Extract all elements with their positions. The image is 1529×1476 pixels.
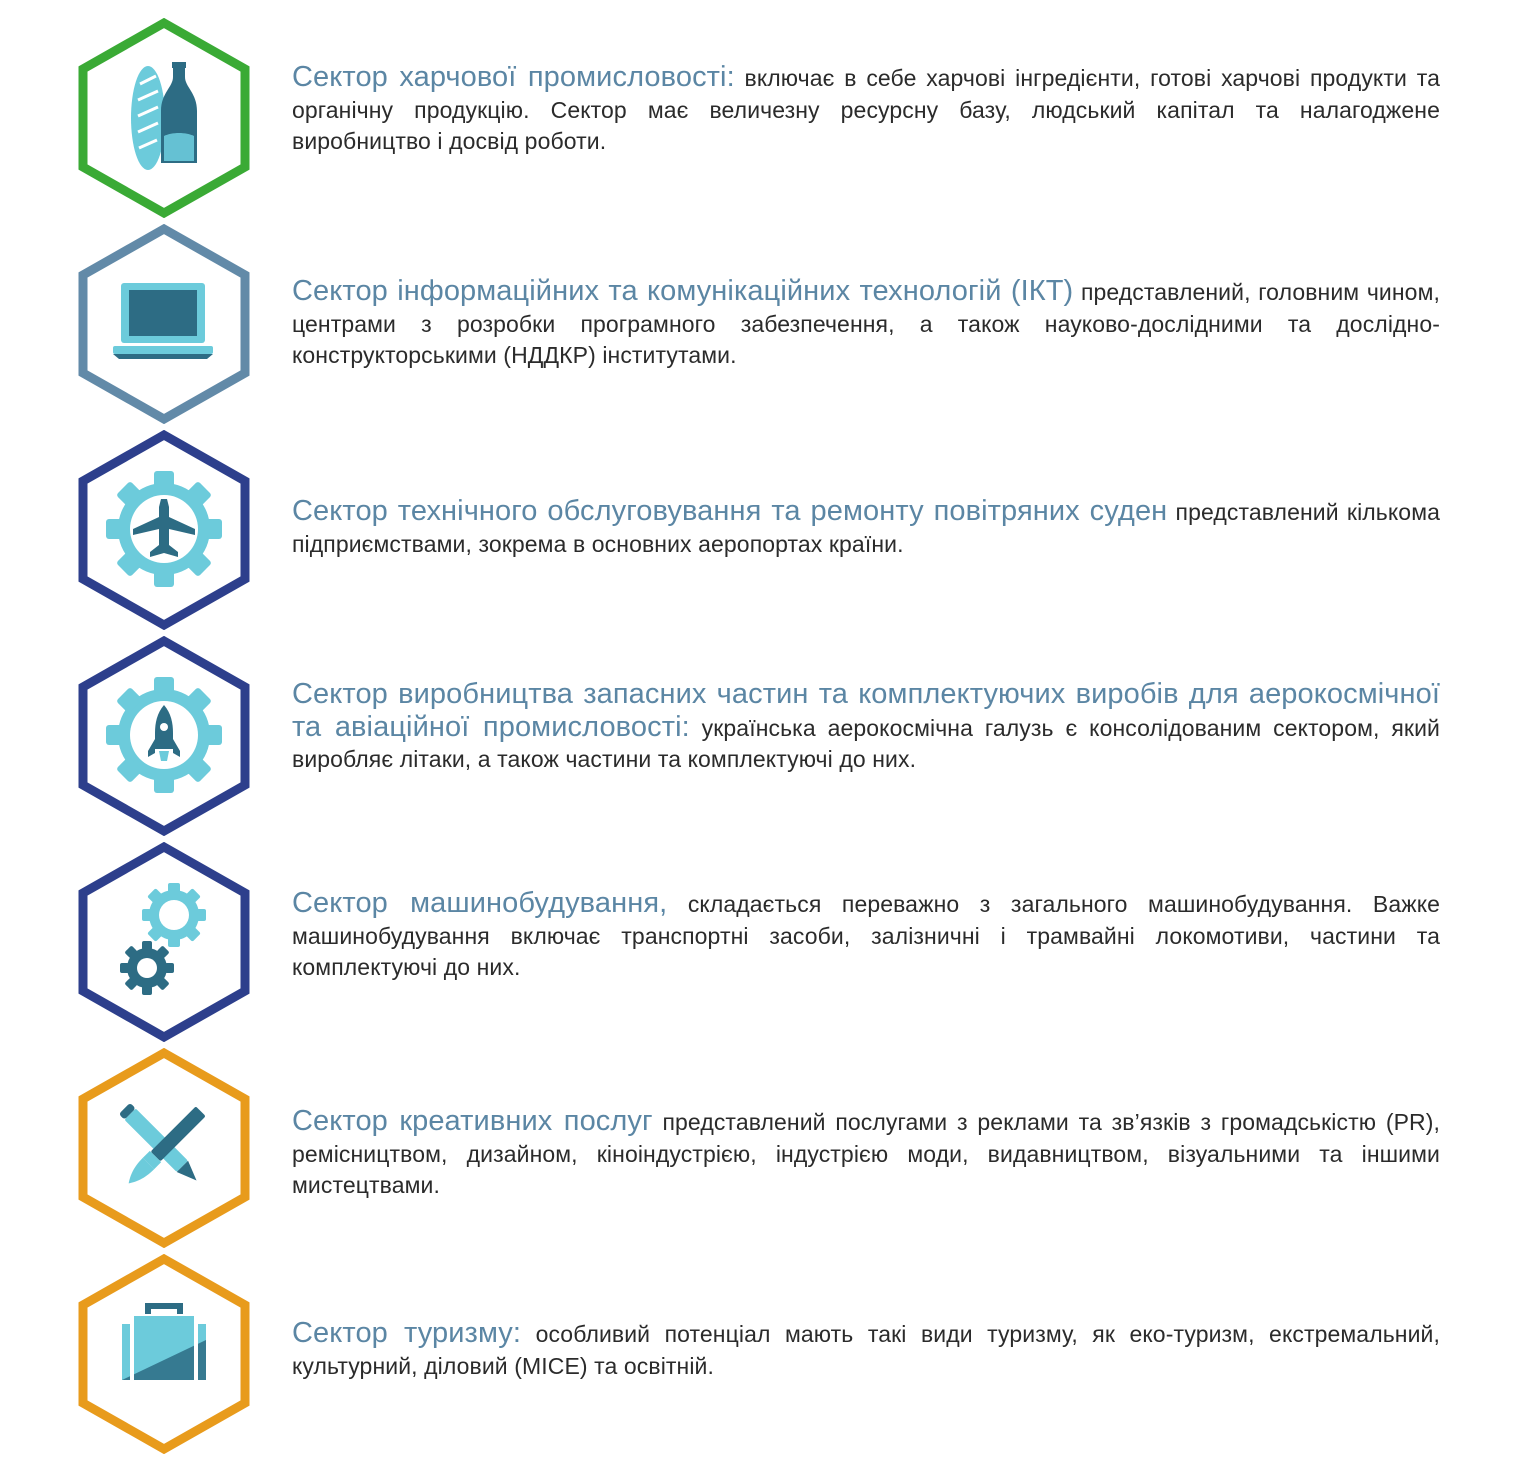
sector-aircraft-maintenance [0,430,1529,636]
sector-description [292,888,1440,984]
sector-description [292,276,1440,372]
sector-food [0,18,1529,224]
laptop-icon [113,283,213,359]
sector-text: представлений кількома підприємствами, зокрема в основних аеропортах країни. [292,499,1440,557]
sector-description [292,1318,1440,1382]
pencil-brush-icon [119,1103,207,1189]
sector-description [292,496,1440,560]
gear-rocket-icon [106,677,222,793]
sector-text: складається переважно з загального машинобудування. Важке машинобудування включає транспортні засоби, залізничні і трамвайні локомотиви, частини та комплектуючі до них. [292,891,1441,980]
hexagon-frame [76,224,252,424]
sector-creative [0,1048,1529,1254]
sector-description [292,1106,1440,1202]
sector-text: представлений послугами з реклами та зв’язків з громадськістю (PR), ремісництвом, дизайном, кіноіндустрією, індустрією моди, видавництвом, візуальними та іншими мистецтвами. [292,1109,1441,1198]
sector-title: Сектор інформаційних та комунікаційних технологій (ІКТ) [292,275,1074,307]
gear-airplane-icon [106,471,222,587]
hexagon-frame [76,18,252,218]
hexagon-frame [76,1254,252,1454]
sector-tourism [0,1254,1529,1460]
bread-bottle-icon [131,62,197,170]
sector-title: Сектор виробництва запасних частин та комплектуючих виробів для аерокосмічної та авіаційної промисловості: [292,678,1440,743]
sector-text: українська аерокосмічна галузь є консолідованим сектором, який виробляє літаки, а також частини та комплектуючі до них. [292,714,1440,772]
sector-description [292,62,1440,158]
hexagon-frame [76,636,252,836]
sector-title: Сектор туризму: [292,1317,522,1349]
hexagon-frame [76,430,252,630]
sector-title: Сектор машинобудування, [292,887,668,919]
sector-machine-building [0,842,1529,1048]
gears-icon [120,883,206,995]
sector-ict [0,224,1529,430]
sector-title: Сектор харчової промисловості: [292,61,735,93]
sector-title: Сектор технічного обслуговування та ремонту повітряних суден [292,495,1168,527]
sector-text: включає в себе харчові інгредієнти, готові харчові продукти та органічну продукцію. Сектор має величезну ресурсну базу, людський капітал та налагоджене виробництво і досвід роботи. [292,65,1440,154]
sector-title: Сектор креативних послуг [292,1105,653,1137]
sector-description [292,679,1440,776]
hexagon-frame [76,842,252,1042]
suitcase-icon [122,1306,206,1380]
sector-aerospace-parts [0,636,1529,842]
sector-text: представлений, головним чином, центрами з розробки програмного забезпечення, а також науково-дослідними та дослідно-конструкторськими (НДДКР) інститутами. [292,279,1440,368]
sector-text: особливий потенціал мають такі види туризму, як еко-туризм, екстремальний, культурний, діловий (MICE) та освітній. [292,1321,1440,1379]
hexagon-frame [76,1048,252,1248]
